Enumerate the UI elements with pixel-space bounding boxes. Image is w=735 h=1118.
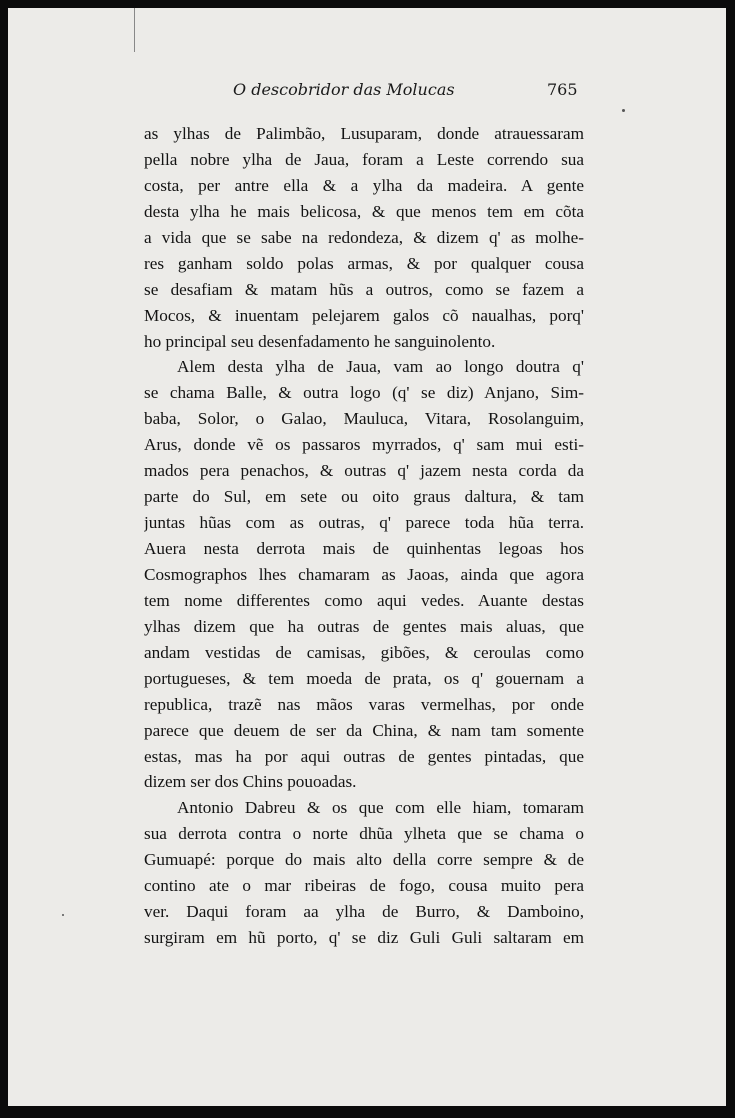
text-line: portugueses, & tem moeda de prata, os q' gouernam a (144, 668, 584, 688)
text-line: juntas hũas com as outras, q' parece toda hũa terra. (144, 513, 584, 533)
text-line: tem nome differentes como aqui vedes. Auante destas (144, 590, 584, 610)
text-line: andam vestidas de camisas, gibões, & ceroulas como (144, 642, 584, 662)
text-line: Alem desta ylha de Jaua, vam ao longo doutra q' (177, 357, 584, 377)
paper-speck (62, 914, 64, 916)
text-line: mados pera penachos, & outras q' jazem nesta corda da (144, 461, 584, 481)
scan-edge-mark (134, 8, 135, 52)
text-line: sua derrota contra o norte dhũa ylheta que se chama o (144, 824, 584, 844)
text-line: Mocos, & inuentam pelejarem galos cõ naualhas, porq' (144, 305, 584, 325)
text-line: desta ylha he mais belicosa, & que menos tem em cõta (144, 201, 584, 221)
page-number: 765 (547, 80, 578, 99)
text-line: surgiram em hũ porto, q' se diz Guli Guli saltaram em (144, 928, 584, 948)
text-line: Auera nesta derrota mais de quinhentas legoas hos (144, 539, 584, 558)
text-line: ho principal seu desenfadamento he sanguinolento. (144, 331, 496, 351)
text-line: republica, trazẽ nas mãos varas vermelhas, por onde (144, 694, 584, 714)
text-line: Gumuapé: porque do mais alto della corre sempre & de (144, 850, 584, 870)
text-line: parte do Sul, em sete ou oito graus daltura, & tam (144, 487, 584, 507)
body-text (144, 121, 584, 951)
text-line: dizem ser dos Chins pouoadas. (144, 772, 357, 792)
text-line: Cosmographos lhes chamaram as Jaoas, ainda que agora (144, 564, 584, 584)
page-header (8, 80, 726, 106)
paragraph (144, 121, 584, 354)
paragraph (144, 354, 584, 795)
running-title: O descobridor das Molucas (233, 80, 455, 99)
paragraph (144, 795, 584, 951)
text-line: estas, mas ha por aqui outras de gentes pintadas, que (144, 746, 584, 766)
text-line: ylhas dizem que ha outras de gentes mais aluas, que (144, 616, 584, 636)
paper-speck (622, 109, 625, 112)
text-line: pella nobre ylha de Jaua, foram a Leste correndo sua (144, 149, 584, 169)
text-line: res ganham soldo polas armas, & por qualquer cousa (144, 253, 584, 273)
book-page (8, 8, 726, 1106)
text-line: ver. Daqui foram aa ylha de Burro, & Damboino, (144, 902, 584, 922)
text-line: parece que deuem de ser da China, & nam tam somente (144, 720, 584, 740)
text-line: Antonio Dabreu & os que com elle hiam, tomaram (177, 798, 584, 818)
text-line: Arus, donde vẽ os passaros myrrados, q' sam mui esti- (144, 435, 584, 455)
text-line: as ylhas de Palimbão, Lusuparam, donde atrauessaram (144, 124, 584, 143)
text-line: se desafiam & matam hũs a outros, como se fazem a (144, 279, 584, 299)
text-line: a vida que se sabe na redondeza, & dizem q' as molhe- (144, 227, 584, 247)
text-line: se chama Balle, & outra logo (q' se diz) Anjano, Sim- (144, 383, 584, 403)
text-line: costa, per antre ella & a ylha da madeira. A gente (144, 175, 584, 195)
text-line: contino ate o mar ribeiras de fogo, cousa muito pera (144, 876, 584, 896)
text-line: baba, Solor, o Galao, Mauluca, Vitara, Rosolanguim, (144, 409, 584, 429)
